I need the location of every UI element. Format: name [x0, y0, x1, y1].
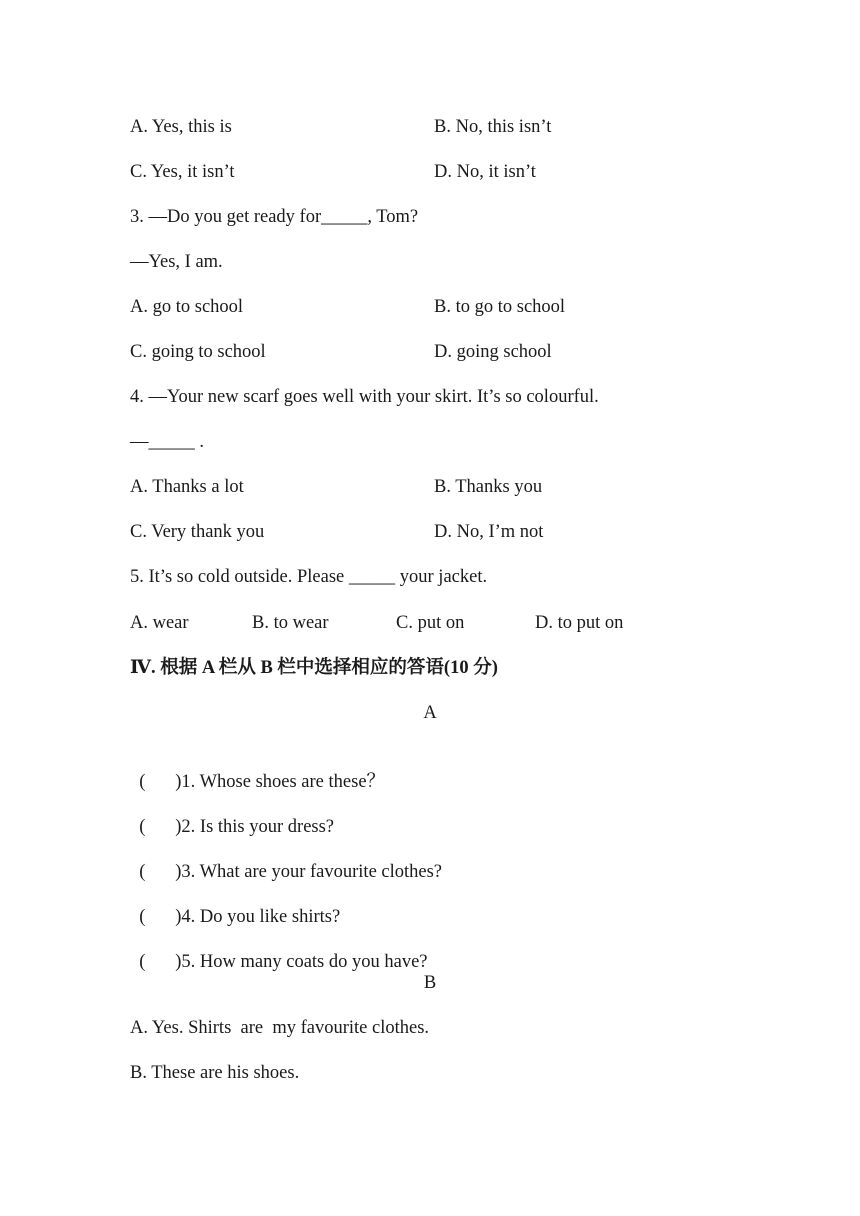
item-text: )5. How many coats do you have?: [175, 952, 428, 972]
match-item-b2: B. These are his shoes.: [130, 1063, 300, 1083]
q3-option-d: D. going school: [434, 342, 552, 362]
match-item-a4: [130, 881, 340, 929]
match-item-a3: [130, 836, 442, 884]
q4-question: 4. —Your new scarf goes well with your skirt. It’s so colourful.: [130, 387, 599, 407]
column-a-label: A: [423, 703, 437, 723]
q5-option-c: C. put on: [396, 613, 465, 633]
q2-option-a: A. Yes, this is: [130, 117, 232, 137]
q3-option-a: A. go to school: [130, 297, 244, 317]
q5-question: 5. It’s so cold outside. Please _____ your jacket.: [130, 567, 488, 587]
q3-option-c: C. going to school: [130, 342, 266, 362]
answer-blank[interactable]: (: [139, 817, 146, 837]
column-b-label: B: [423, 973, 437, 993]
q4-option-c: C. Very thank you: [130, 522, 265, 542]
answer-blank[interactable]: (: [139, 952, 146, 972]
item-text: )2. Is this your dress?: [175, 817, 335, 837]
q2-option-c: C. Yes, it isn’t: [130, 162, 235, 182]
answer-blank[interactable]: (: [139, 907, 146, 927]
q5-option-a: A. wear: [130, 613, 189, 633]
q4-answer: —_____ .: [130, 432, 204, 452]
match-item-a5: [130, 926, 428, 974]
q3-option-b: B. to go to school: [434, 297, 566, 317]
match-item-b1: A. Yes. Shirts are my favourite clothes.: [130, 1018, 430, 1038]
item-text: )3. What are your favourite clothes?: [175, 862, 443, 882]
q3-answer: —Yes, I am.: [130, 252, 223, 272]
q3-question: 3. —Do you get ready for_____, Tom?: [130, 207, 419, 227]
item-text: )4. Do you like shirts?: [175, 907, 341, 927]
q4-option-d: D. No, I’m not: [434, 522, 544, 542]
q2-option-b: B. No, this isn’t: [434, 117, 552, 137]
q4-option-a: A. Thanks a lot: [130, 477, 244, 497]
item-text: )1. Whose shoes are these？: [175, 772, 386, 792]
q5-option-d: D. to put on: [535, 613, 624, 633]
match-item-a1: [130, 746, 385, 794]
q5-option-b: B. to wear: [252, 613, 329, 633]
q4-option-b: B. Thanks you: [434, 477, 543, 497]
q2-option-d: D. No, it isn’t: [434, 162, 536, 182]
section-4-title: Ⅳ. 根据 A 栏从 B 栏中选择相应的答语(10 分): [130, 658, 498, 678]
match-item-a2: [130, 791, 334, 839]
answer-blank[interactable]: (: [139, 862, 146, 882]
answer-blank[interactable]: (: [139, 772, 146, 792]
